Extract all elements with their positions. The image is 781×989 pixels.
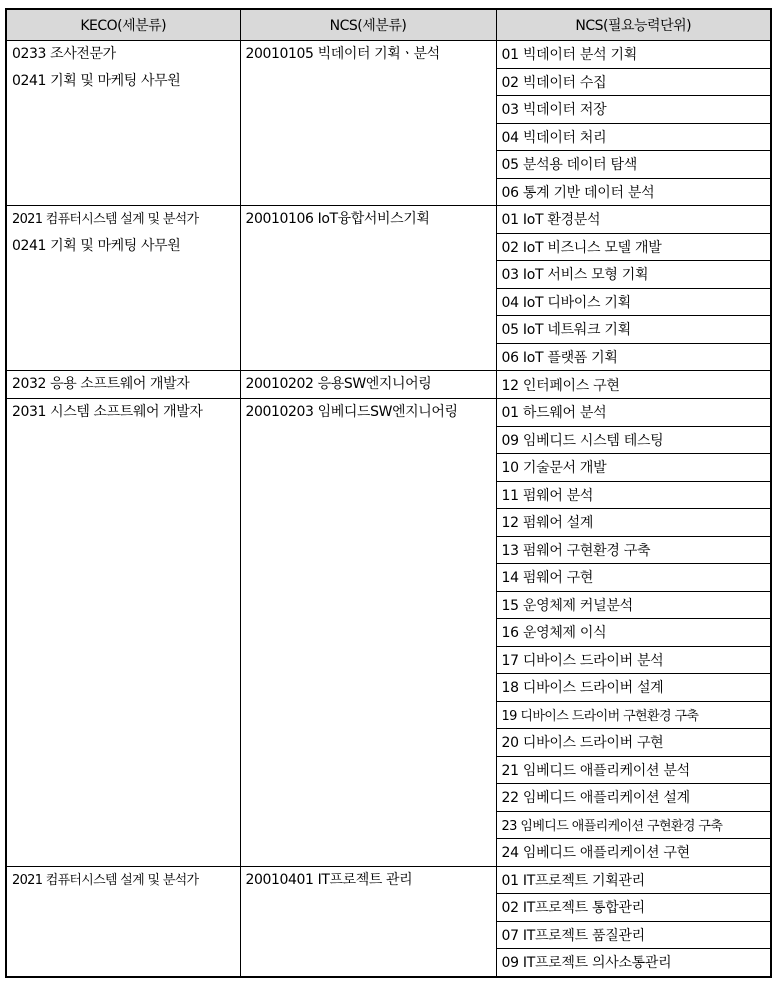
table-row	[6, 371, 771, 399]
keco-cell	[6, 399, 240, 867]
ncs-cell	[240, 866, 496, 977]
ncs-item: 20010203 임베디드SW엔지니어링	[245, 404, 458, 420]
unit-cell: 15 운영체제 커널분석	[496, 591, 771, 619]
unit-cell: 04 IoT 디바이스 기획	[496, 288, 771, 316]
unit-cell: 03 빅데이터 저장	[496, 96, 771, 124]
table-row	[6, 866, 771, 894]
unit-cell: 01 빅데이터 분석 기획	[496, 41, 771, 69]
unit-cell: 01 하드웨어 분석	[496, 399, 771, 427]
keco-cell	[6, 206, 240, 371]
ncs-item: 20010202 응용SW엔지니어링	[245, 376, 432, 392]
unit-cell: 21 임베디드 애플리케이션 분석	[496, 756, 771, 784]
unit-cell: 12 인터페이스 구현	[496, 371, 771, 399]
unit-cell: 11 펌웨어 분석	[496, 481, 771, 509]
keco-cell	[6, 371, 240, 399]
unit-cell: 19 디바이스 드라이버 구현환경 구축	[496, 701, 771, 729]
keco-item: 0233 조사전문가	[12, 46, 116, 62]
header-keco: KECO(세분류)	[6, 9, 240, 41]
keco-item: 2031 시스템 소프트웨어 개발자	[12, 404, 203, 420]
unit-cell: 01 IT프로젝트 기획관리	[496, 866, 771, 894]
ncs-cell	[240, 399, 496, 867]
unit-cell: 03 IoT 서비스 모형 기획	[496, 261, 771, 289]
ncs-cell	[240, 41, 496, 206]
ncs-cell	[240, 206, 496, 371]
unit-cell: 23 임베디드 애플리케이션 구현환경 구축	[496, 811, 771, 839]
unit-cell: 06 IoT 플랫폼 기획	[496, 343, 771, 371]
unit-cell: 02 IoT 비즈니스 모델 개발	[496, 233, 771, 261]
table-row	[6, 206, 771, 234]
keco-item: 0241 기획 및 마케팅 사무원	[12, 73, 181, 89]
keco-item: 0241 기획 및 마케팅 사무원	[12, 238, 181, 254]
header-ncs: NCS(세분류)	[240, 9, 496, 41]
unit-cell: 07 IT프로젝트 품질관리	[496, 921, 771, 949]
ncs-item: 20010105 빅데이터 기획ㆍ분석	[245, 46, 440, 62]
unit-cell: 13 펌웨어 구현환경 구축	[496, 536, 771, 564]
ncs-item: 20010401 IT프로젝트 관리	[245, 871, 413, 888]
unit-cell: 22 임베디드 애플리케이션 설계	[496, 784, 771, 812]
ncs-item: 20010106 IoT융합서비스기획	[245, 211, 430, 227]
unit-cell: 20 디바이스 드라이버 구현	[496, 729, 771, 757]
keco-item: 2021 컴퓨터시스템 설계 및 분석가	[12, 212, 199, 227]
unit-cell: 14 펌웨어 구현	[496, 564, 771, 592]
unit-cell: 04 빅데이터 처리	[496, 123, 771, 151]
unit-cell: 16 운영체제 이식	[496, 619, 771, 647]
unit-cell: 24 임베디드 애플리케이션 구현	[496, 839, 771, 867]
unit-cell: 12 펌웨어 설계	[496, 509, 771, 537]
keco-cell	[6, 41, 240, 206]
ncs-mapping-table	[5, 8, 772, 978]
unit-cell: 05 IoT 네트워크 기획	[496, 316, 771, 344]
unit-cell: 06 통계 기반 데이터 분석	[496, 178, 771, 206]
unit-cell: 17 디바이스 드라이버 분석	[496, 646, 771, 674]
keco-item: 2032 응용 소프트웨어 개발자	[12, 376, 190, 392]
unit-cell: 01 IoT 환경분석	[496, 206, 771, 234]
keco-cell	[6, 866, 240, 977]
header-row	[6, 9, 771, 41]
keco-item: 2021 컴퓨터시스템 설계 및 분석가	[12, 872, 199, 888]
header-units: NCS(필요능력단위)	[496, 9, 771, 41]
ncs-cell	[240, 371, 496, 399]
table-row	[6, 399, 771, 427]
unit-cell: 09 임베디드 시스템 테스팅	[496, 426, 771, 454]
unit-cell: 18 디바이스 드라이버 설계	[496, 674, 771, 702]
unit-cell: 02 IT프로젝트 통합관리	[496, 894, 771, 922]
unit-cell: 10 기술문서 개발	[496, 454, 771, 482]
unit-cell: 02 빅데이터 수집	[496, 68, 771, 96]
table-row	[6, 41, 771, 69]
unit-cell: 09 IT프로젝트 의사소통관리	[496, 949, 771, 977]
unit-cell: 05 분석용 데이터 탐색	[496, 151, 771, 179]
